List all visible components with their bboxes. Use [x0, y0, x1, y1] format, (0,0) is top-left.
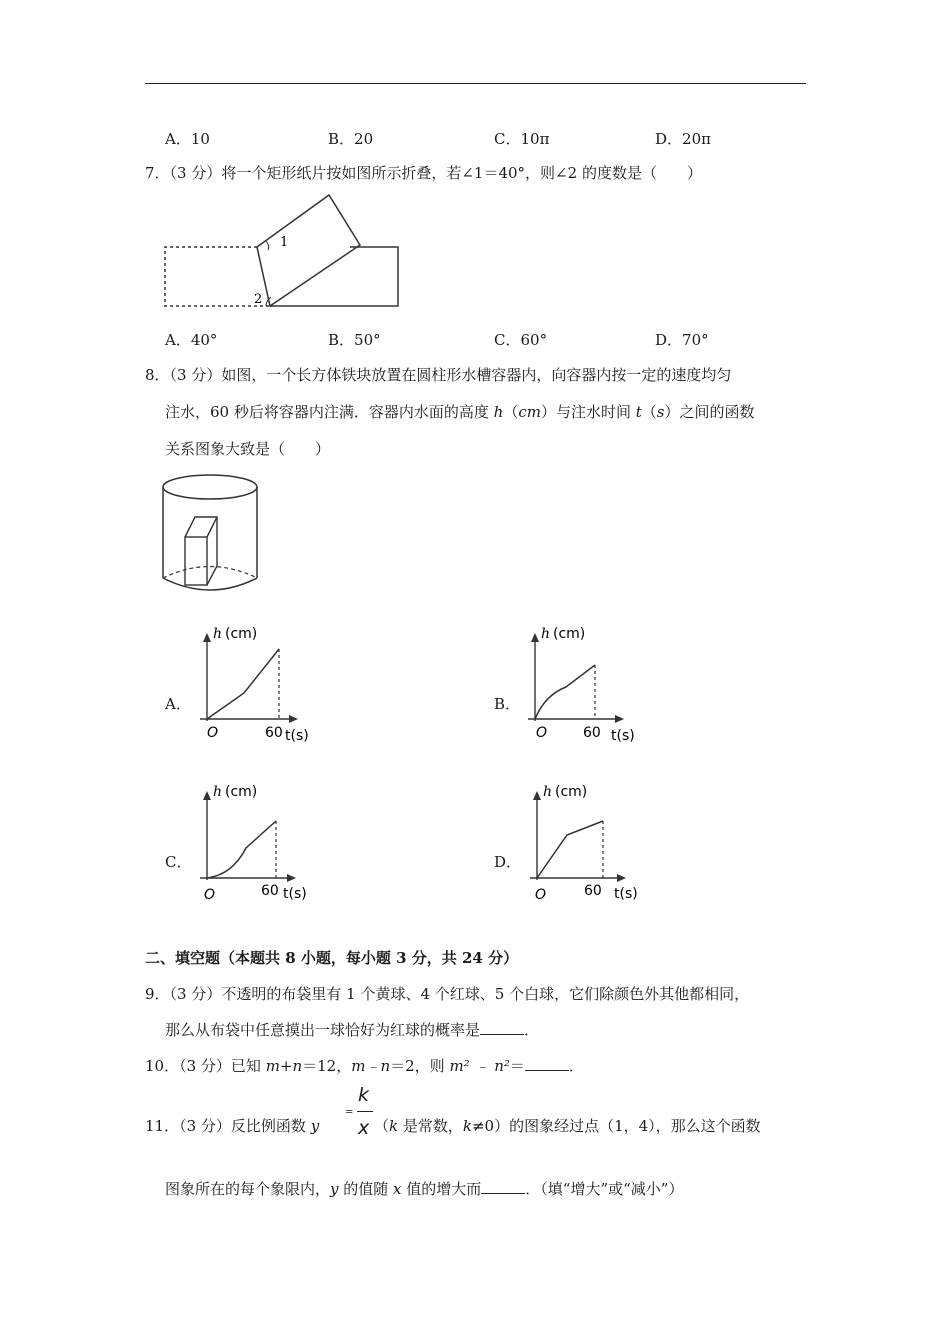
- q9-number: 9．: [145, 985, 170, 1003]
- q11-line1a: [145, 1115, 319, 1136]
- q11-text-a: 反比例函数: [230, 1117, 311, 1135]
- q10-expr-2: m﹣n: [351, 1057, 391, 1075]
- graph-b-x-axis: t(s): [611, 728, 635, 744]
- q8-number: 8．: [145, 366, 170, 384]
- graph-a-x-axis: t(s): [285, 728, 309, 744]
- graph-c-y-unit: (cm): [225, 784, 258, 800]
- graph-c-x-axis: t(s): [283, 886, 307, 902]
- q10-expr-3: m² ﹣ n²: [449, 1057, 510, 1075]
- q9-text-1: 不透明的布袋里有 1 个黄球、4 个红球、5 个白球，它们除颜色外其他都相同，: [221, 985, 750, 1003]
- q10-end: ．: [568, 1057, 584, 1075]
- q11-text-2c: 值的增大而: [401, 1180, 482, 1198]
- q10-text-d: ＝: [509, 1057, 525, 1075]
- graph-b-x-tick: 60: [583, 725, 601, 741]
- q7-option-c: C．60°: [494, 331, 548, 349]
- q9-end: ．: [524, 1021, 540, 1039]
- angle-2-label: 2: [254, 292, 263, 307]
- q11-text-2b: 的值随: [338, 1180, 394, 1198]
- q6-option-a: A．10: [165, 130, 210, 148]
- q8-paren-1: （: [503, 403, 519, 421]
- q11-var-y2: y: [330, 1180, 339, 1198]
- q11-fraction-bar: [357, 1111, 373, 1112]
- q11-text-2d: ．（填“增大”或“减小”）: [525, 1180, 684, 1198]
- q11-line2: [165, 1178, 683, 1199]
- q11-score: （3 分）: [179, 1117, 231, 1135]
- q8-unit-s: s: [656, 403, 665, 421]
- graph-d-y-axis: h: [543, 784, 553, 800]
- graph-b-origin: O: [536, 725, 548, 741]
- q11-equals: =: [345, 1107, 354, 1118]
- q10-text-b: ＝12，: [302, 1057, 352, 1075]
- q6-option-c: C．10π: [494, 130, 550, 148]
- graph-a-y-axis: h: [213, 626, 223, 642]
- q7-score: （3 分）: [169, 164, 222, 182]
- q8-score: （3 分）: [169, 366, 222, 384]
- q6-option-b: B．20: [328, 130, 374, 148]
- graph-c-origin: O: [204, 887, 216, 903]
- graph-d-x-tick: 60: [584, 883, 602, 899]
- q7-option-b: B．50°: [328, 331, 381, 349]
- q9-score: （3 分）: [169, 985, 222, 1003]
- q8-stem-line3: 关系图象大致是（ ）: [165, 440, 331, 458]
- q8-unit-cm: cm: [518, 403, 541, 421]
- q11-text-b: （: [374, 1117, 390, 1135]
- graph-c-y-axis: h: [213, 784, 223, 800]
- graph-d-y-unit: (cm): [555, 784, 588, 800]
- section-2-heading: 二、填空题（本题共 8 小题，每小题 3 分，共 24 分）: [145, 949, 519, 967]
- graph-d-origin: O: [535, 887, 547, 903]
- graph-b-y-axis: h: [541, 626, 551, 642]
- q11-text-c: 是常数，: [398, 1117, 463, 1135]
- q11-var-y: y: [310, 1117, 320, 1135]
- graph-a-x-tick: 60: [265, 725, 283, 741]
- graph-b-y-unit: (cm): [553, 626, 586, 642]
- q10-text-a: 已知: [230, 1057, 266, 1075]
- q11-text-d: ≠0）的图象经过点（1，4），那么这个函数: [471, 1117, 761, 1135]
- q8-text-2a: 注水，60 秒后将容器内注满．容器内水面的高度: [165, 403, 494, 421]
- q8-text-2b: ）与注水时间: [540, 403, 636, 421]
- q8-paren-2: （: [641, 403, 657, 421]
- q7-number: 7．: [145, 164, 170, 182]
- q11-fraction-numerator: k: [358, 1084, 370, 1106]
- q10-expr-1: m+n: [265, 1057, 303, 1075]
- graph-b-label: B．: [494, 695, 521, 713]
- q11-number: 11．: [145, 1117, 180, 1135]
- q11-var-x2: x: [393, 1180, 402, 1198]
- q9-answer-blank: [480, 1022, 524, 1035]
- q10-text-c: ＝2，则: [390, 1057, 450, 1075]
- q8-var-h: h: [493, 403, 504, 421]
- angle-1-label: 1: [280, 235, 289, 250]
- q6-option-d: D．20π: [655, 130, 711, 148]
- q9-line1: [145, 983, 749, 1004]
- graph-c-label: C．: [165, 853, 192, 871]
- q11-var-k1: k: [389, 1117, 399, 1135]
- q9-text-2: 那么从布袋中任意摸出一球恰好为红球的概率是: [165, 1021, 481, 1039]
- graph-a-y-unit: (cm): [225, 626, 258, 642]
- q11-answer-blank: [481, 1181, 525, 1194]
- q10-answer-blank: [525, 1058, 569, 1071]
- q10-number: 10．: [145, 1057, 180, 1075]
- q8-text-1: 如图，一个长方体铁块放置在圆柱形水槽容器内，向容器内按一定的速度均匀: [221, 366, 732, 384]
- q8-var-t: t: [635, 403, 642, 421]
- graph-a-label: A．: [165, 695, 191, 713]
- q7-option-d: D．70°: [655, 331, 709, 349]
- graph-d-x-axis: t(s): [614, 886, 638, 902]
- q9-line2: [165, 1019, 539, 1040]
- q11-line1b: [374, 1115, 761, 1136]
- q10-score: （3 分）: [179, 1057, 231, 1075]
- q10-line: [145, 1055, 584, 1076]
- q11-text-2a: 图象所在的每个象限内，: [165, 1180, 331, 1198]
- q7-option-a: A．40°: [165, 331, 218, 349]
- q8-text-2c: ）之间的函数: [664, 403, 755, 421]
- q11-fraction-denominator: x: [358, 1117, 370, 1139]
- graph-c-x-tick: 60: [261, 883, 279, 899]
- graph-d-label: D．: [494, 853, 522, 871]
- q7-text: 将一个矩形纸片按如图所示折叠，若∠1＝40°，则∠2 的度数是（ ）: [221, 164, 702, 182]
- q11-var-k2: k: [462, 1117, 472, 1135]
- graph-a-origin: O: [207, 725, 219, 741]
